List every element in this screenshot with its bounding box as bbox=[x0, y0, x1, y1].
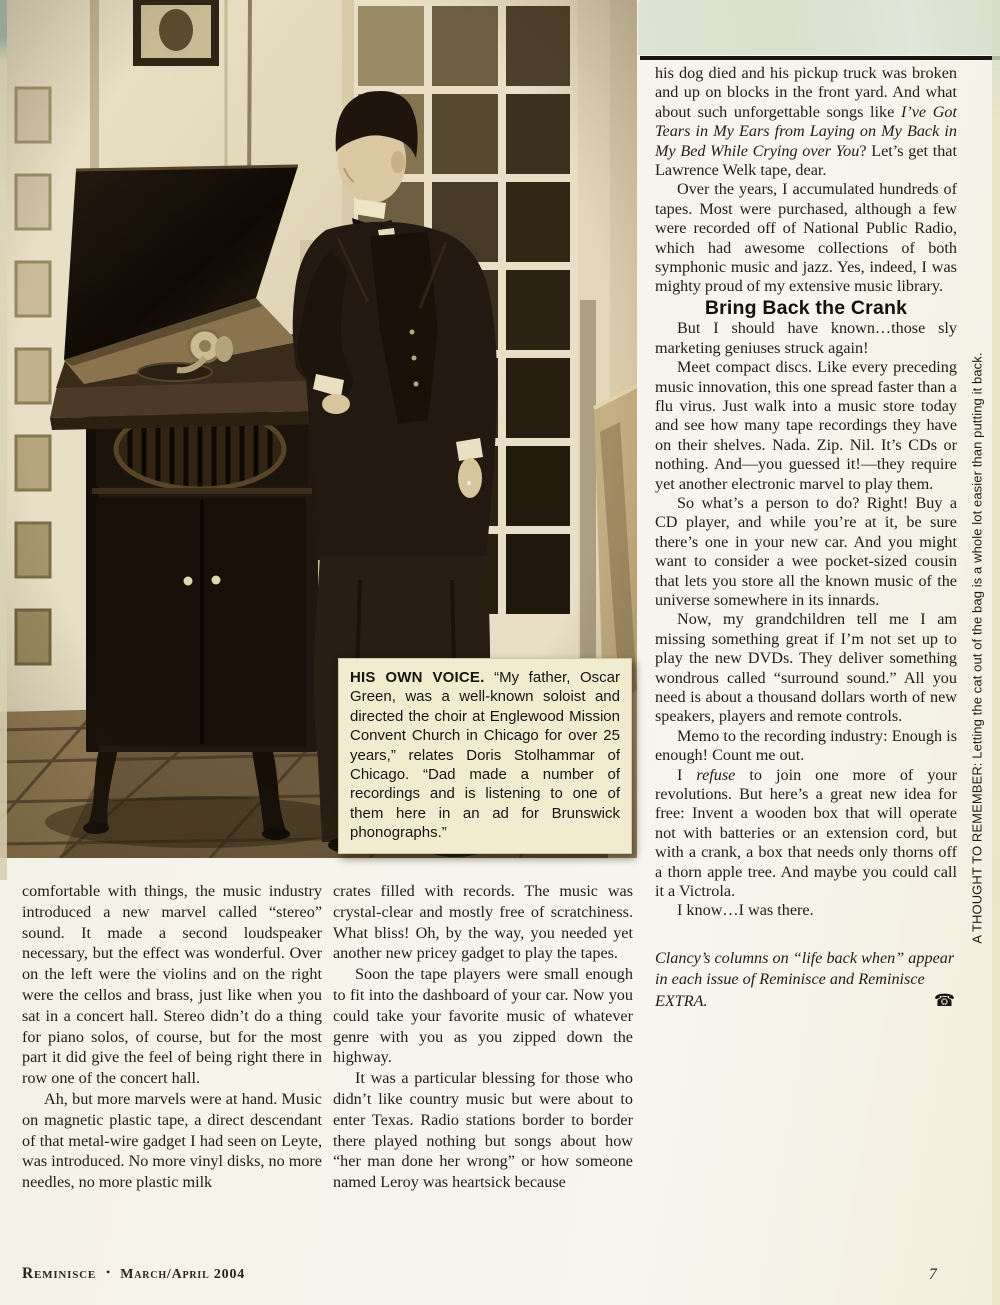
paragraph-stereo: comfortable with things, the music industry introduced a new marvel called “stereo” sound. It made a second loudspeaker necessary, but the effect was wonderful. Over on the left were the violins and on the right were the cellos and brass, just like when you sat in a concert hall. Stereo didn’t do a thing for piano solos, of course, but for the most part it did give the feel of being right there in row one of the concert hall. bbox=[22, 882, 322, 1088]
text-run: to join one more of your revolutions. But here’s a great new idea for free: Invent a wooden box that will operate not with batteries or an extension cord, but with a crank, a box that needs only thorns off a thorn apple tree. And maybe you could call it a Victrola. bbox=[655, 765, 958, 901]
closing-note-text: Clancy’s columns on “life back when” appear in each issue of Reminisce and Reminisce EXTRA. bbox=[655, 948, 955, 1010]
paragraph-country-music: It was a particular blessing for those who didn’t like country music but were about to enter Texas. Radio stations border to border there played nothing but songs about how “her man done her wrong” or how someone named Leroy was heartsick because bbox=[333, 1069, 633, 1192]
scan-edge-right bbox=[992, 0, 1000, 1305]
paragraph-grandchildren: Now, my grandchildren tell me I am missing something great if I’m not set up to play the new DVDs. They deliver something wondrous called “surround sound.” All you need is about a thousand dollars worth of new speakers, players and remote controls. bbox=[655, 610, 957, 726]
closing-note bbox=[655, 948, 957, 1013]
left-column bbox=[22, 881, 322, 1193]
paragraph-compact-discs: Meet compact discs. Like every preceding music innovation, this one spread faster than a flu virus. Just walk into a music store today and see how many tape recordings they have on their shelves. Nada. Zip. Nil. It’s CDs or nothing. And—you guessed it!—they require yet another electronic marvel to play them. bbox=[655, 358, 957, 493]
song-title-italic: I’ve Got Tears in My Ears from Laying on My Back in My Bed While Crying over You bbox=[655, 102, 957, 160]
scan-edge-left bbox=[0, 0, 7, 880]
emphasis-refuse: refuse bbox=[696, 765, 736, 784]
page-number: 7 bbox=[929, 1266, 937, 1283]
magazine-name: Reminisce bbox=[22, 1265, 97, 1282]
paragraph-refuse bbox=[655, 766, 957, 902]
paragraph-i-was-there: I know…I was there. bbox=[677, 901, 814, 920]
paragraph-crates: crates filled with records. The music was crystal-clear and mostly free of scratchiness. What bliss! Oh, by the way, you needed yet another new pricey gadget to play the tapes. bbox=[333, 882, 633, 963]
section-heading: Bring Back the Crank bbox=[704, 296, 908, 319]
thought-to-remember-note: A THOUGHT TO REMEMBER: Letting the cat out of the bag is a whole lot easier than putting it back. bbox=[969, 352, 985, 944]
paragraph-should-have-known: But I should have known…those sly marketing geniuses struck again! bbox=[655, 319, 957, 357]
issue-date: March/April 2004 bbox=[120, 1267, 246, 1282]
text-run: I bbox=[677, 765, 697, 784]
paragraph-cd-player: So what’s a person to do? Right! Buy a CD player, and while you’re at it, be sure there’s one in your new car. And you might want to consider a wee pocket-sized cousin that lets you store all the known music of the universe somewhere in its innards. bbox=[655, 493, 957, 609]
paragraph-memo: Memo to the recording industry: Enough is enough! Count me out. bbox=[655, 726, 957, 765]
phonograph-photo bbox=[0, 0, 637, 858]
right-column bbox=[655, 64, 957, 1012]
footer bbox=[22, 1265, 245, 1283]
caption-lead: HIS OWN VOICE. bbox=[350, 669, 485, 686]
page-top-decoration bbox=[638, 0, 1000, 55]
telephone-icon: ☎ bbox=[933, 990, 955, 1010]
text-run: ? Let’s get that Lawrence Welk tape, dear. bbox=[655, 141, 957, 180]
photo-caption bbox=[338, 658, 632, 854]
paragraph-dog-died bbox=[655, 64, 957, 180]
text-run: his dog died and his pickup truck was broken and up on blocks in the front yard. And what about such unforgettable songs like bbox=[655, 64, 957, 121]
paragraph-tape-players: Soon the tape players were small enough to fit into the dashboard of your car. Now you could take your favorite music of whatever genre with you as you zipped down the highway. bbox=[333, 965, 633, 1067]
footer-bullet: • bbox=[106, 1265, 111, 1279]
paragraph-over-the-years: Over the years, I accumulated hundreds of tapes. Most were purchased, although a few were recorded off of National Public Radio, which had awesome collections of both symphonic music and jazz. Yes, indeed, I was mighty proud of my extensive music library. bbox=[655, 180, 957, 296]
middle-column bbox=[333, 881, 633, 1193]
paragraph-more-marvels: Ah, but more marvels were at hand. Music on magnetic plastic tape, a direct descendant of that metal-wire gadget I had seen on Leyte, was introduced. No more vinyl disks, no more needles, no more plastic milk bbox=[22, 1089, 322, 1192]
column-top-rule bbox=[640, 56, 1000, 60]
caption-body: “My father, Oscar Green, was a well-known soloist and directed the choir at Englewood Mission Convent Church in Chicago for over 25 years,” relates Doris Stolhammar of Chicago. “Dad made a number of recordings and is listening to one of them here in an ad for Brunswick phonographs.” bbox=[350, 669, 620, 842]
